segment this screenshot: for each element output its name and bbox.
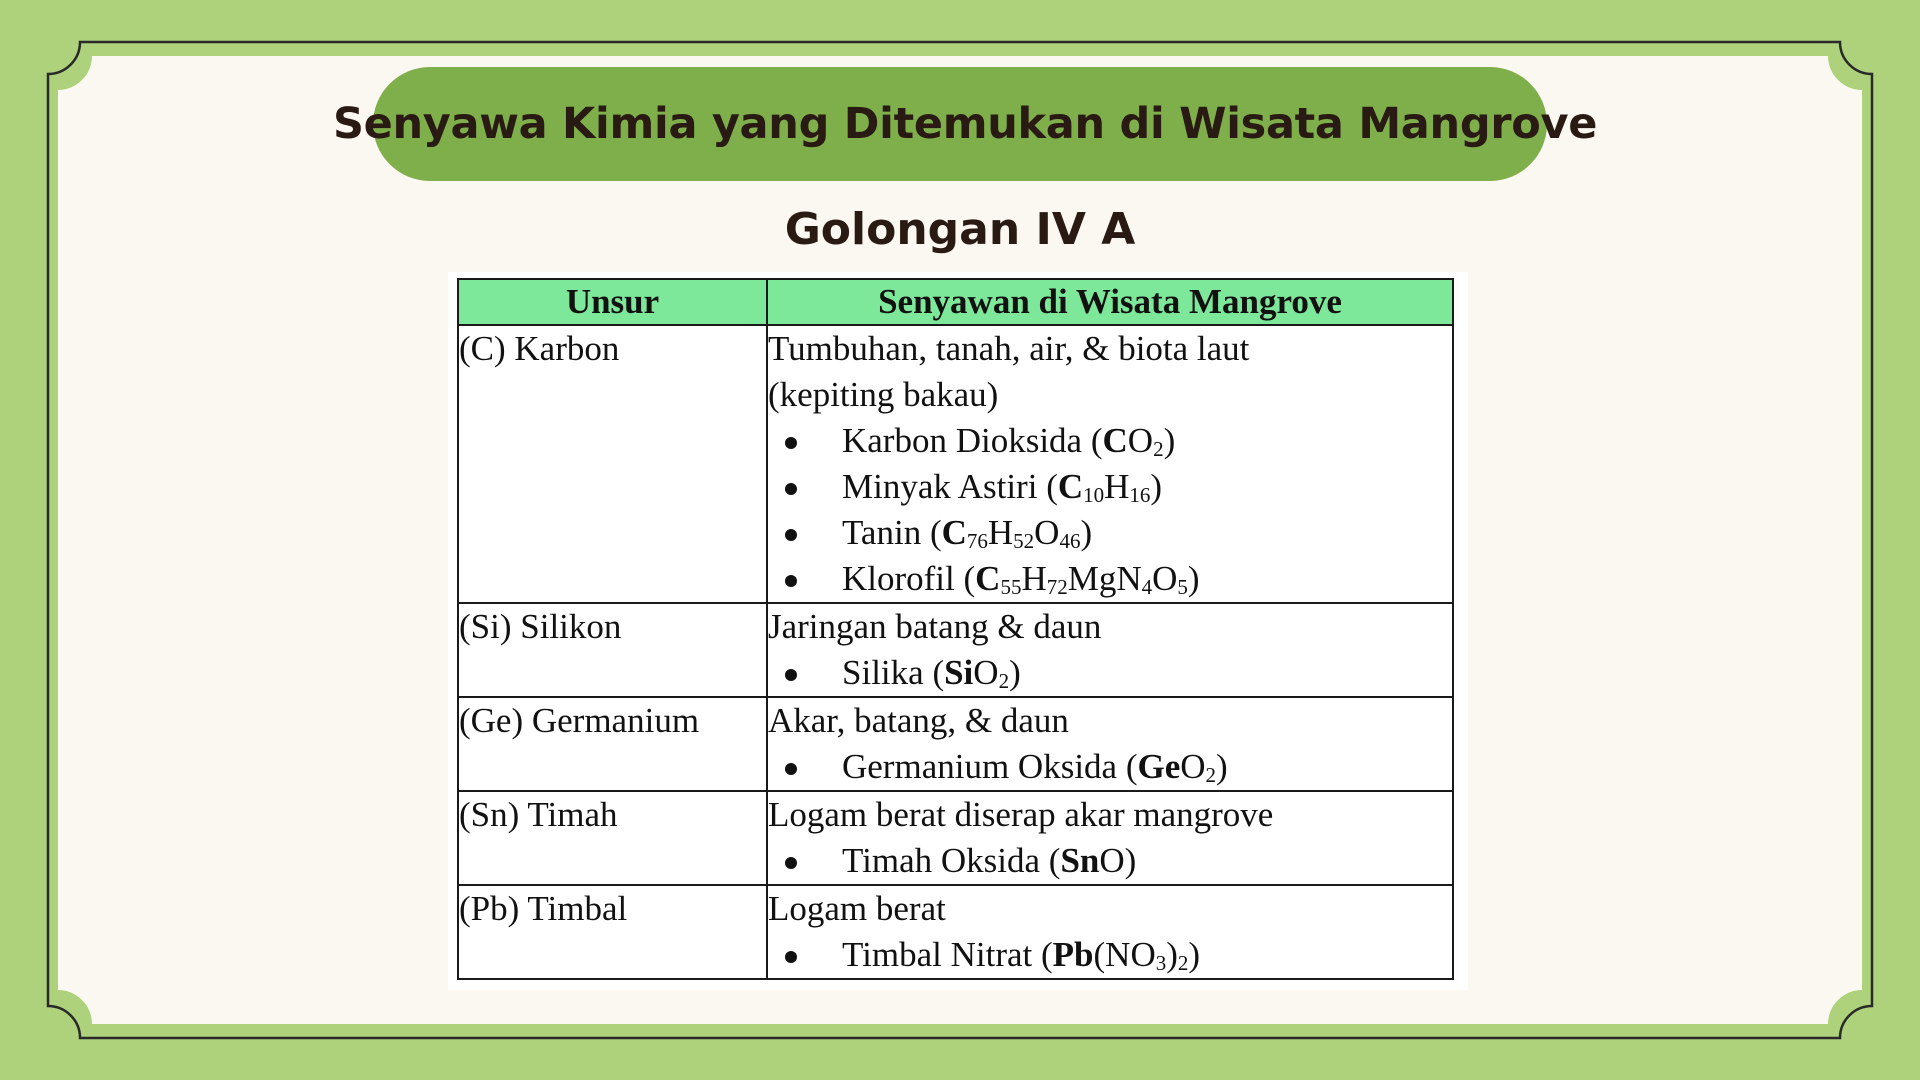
element-name: (Ge) Germanium [459, 701, 700, 740]
compound-name: Tanin [842, 513, 922, 552]
table-row [458, 885, 1453, 979]
table-row [458, 697, 1453, 791]
formula-symbol: (NO [1093, 935, 1156, 974]
compound-name: Timbal Nitrat [842, 935, 1033, 974]
bullet-icon [785, 437, 797, 449]
chemical-formula [1103, 421, 1164, 460]
source-description: Akar, batang, & daun [768, 701, 1069, 740]
compound-item: Minyak Astiri $(C_{10}H_{16})$ [768, 464, 1452, 510]
compounds-table [457, 278, 1454, 980]
formula-symbol: O [1127, 421, 1154, 460]
element-cell [458, 603, 767, 697]
element-name: (Si) Silikon [459, 607, 622, 646]
compound-name: Silika [842, 653, 924, 692]
table-header-row [458, 279, 1453, 325]
compound-item: Karbon Dioksida $(CO_2)$ [768, 418, 1452, 464]
chemical-formula [1137, 747, 1216, 786]
formula-symbol: ) [1166, 935, 1178, 974]
element-cell [458, 697, 767, 791]
source-description: (kepiting bakau) [768, 375, 999, 414]
chemical-formula [944, 653, 1009, 692]
bullet-icon [785, 483, 797, 495]
bullet-icon [785, 951, 797, 963]
formula-subscript: 16 [1129, 483, 1151, 507]
compounds-cell [767, 885, 1453, 979]
formula-symbol: Pb [1052, 935, 1094, 974]
formula-subscript: 52 [1013, 529, 1035, 553]
element-name: (C) Karbon [459, 329, 620, 368]
bullet-icon [785, 669, 797, 681]
table-row [458, 791, 1453, 885]
formula-subscript: 10 [1083, 483, 1105, 507]
formula-symbol: C [975, 559, 1001, 598]
formula-symbol: Ge [1137, 747, 1181, 786]
formula-symbol: O [1180, 747, 1206, 786]
formula-subscript: 72 [1046, 575, 1068, 599]
formula-subscript: 3 [1155, 951, 1167, 975]
formula-symbol: H [1021, 559, 1047, 598]
compound-item: Tanin $(C_{76}H_{52}O_{46})$ [768, 510, 1452, 556]
formula-subscript: 2 [998, 669, 1010, 693]
chemical-formula [975, 559, 1188, 598]
formula-symbol: Sn [1060, 841, 1100, 880]
formula-symbol: O [1034, 513, 1060, 552]
table-image [448, 272, 1468, 990]
chemical-formula [1060, 841, 1124, 880]
bullet-icon [785, 529, 797, 541]
formula-symbol: Si [944, 653, 974, 692]
formula-symbol: O [973, 653, 999, 692]
compound-name: Timah Oksida [842, 841, 1041, 880]
formula-symbol: O [1099, 841, 1125, 880]
formula-subscript: 76 [966, 529, 988, 553]
title-banner [332, 67, 1598, 181]
formula-subscript: 2 [1153, 437, 1164, 461]
compound-item: Germanium Oksida (GeO$_2$) [768, 744, 1452, 790]
source-description: Logam berat diserap akar mangrove [768, 795, 1274, 834]
formula-subscript: 2 [1177, 951, 1189, 975]
slide-subtitle: Golongan IV A [784, 204, 1136, 255]
formula-symbol: C [1057, 467, 1084, 506]
element-name: (Pb) Timbal [459, 889, 628, 928]
formula-symbol: C [941, 513, 967, 552]
formula-subscript: 2 [1205, 763, 1217, 787]
formula-symbol: H [987, 513, 1014, 552]
source-description: Tumbuhan, tanah, air, & biota laut [768, 329, 1250, 368]
compounds-cell [767, 603, 1453, 697]
formula-symbol: H [1104, 467, 1130, 506]
compound-name: Karbon Dioksida [842, 421, 1083, 460]
formula-symbol: O [1152, 559, 1178, 598]
compound-item: Silika (SiO$_2$) [768, 650, 1452, 696]
element-name: (Sn) Timah [459, 795, 618, 834]
chemical-formula [1058, 467, 1151, 506]
compound-item: Timah Oksida (SnO) [768, 838, 1452, 884]
bullet-icon [785, 763, 797, 775]
source-description: Jaringan batang & daun [768, 607, 1102, 646]
formula-subscript: 4 [1141, 575, 1153, 599]
compound-name: Germanium Oksida [842, 747, 1118, 786]
compound-name: Minyak Astiri [842, 467, 1038, 506]
formula-subscript: 55 [1000, 575, 1022, 599]
table-row [458, 603, 1453, 697]
header-unsur: Unsur [458, 279, 767, 325]
element-cell [458, 325, 767, 603]
compound-name: Klorofil [842, 559, 955, 598]
formula-subscript: 46 [1059, 529, 1081, 553]
source-description: Logam berat [768, 889, 946, 928]
compounds-cell [767, 697, 1453, 791]
formula-symbol: C [1102, 421, 1128, 460]
compounds-cell [767, 325, 1453, 603]
compound-item: Timbal Nitrat $(Pb(NO_3)_2)$ [768, 932, 1452, 978]
formula-subscript: 5 [1177, 575, 1188, 599]
element-cell [458, 885, 767, 979]
bullet-icon [785, 575, 797, 587]
chemical-formula [942, 513, 1081, 552]
compounds-cell [767, 791, 1453, 885]
slide-title: Senyawa Kimia yang Ditemukan di Wisata Mangrove [332, 99, 1598, 149]
compound-item: Klorofil $(C_{55}H_{72}MgN_4O_5)$ [768, 556, 1452, 602]
table-row [458, 325, 1453, 603]
formula-symbol: MgN [1067, 559, 1142, 598]
bullet-icon [785, 857, 797, 869]
table-body [458, 325, 1453, 979]
element-cell [458, 791, 767, 885]
header-senyawa: Senyawan di Wisata Mangrove [767, 279, 1453, 325]
chemical-formula [1053, 935, 1189, 974]
